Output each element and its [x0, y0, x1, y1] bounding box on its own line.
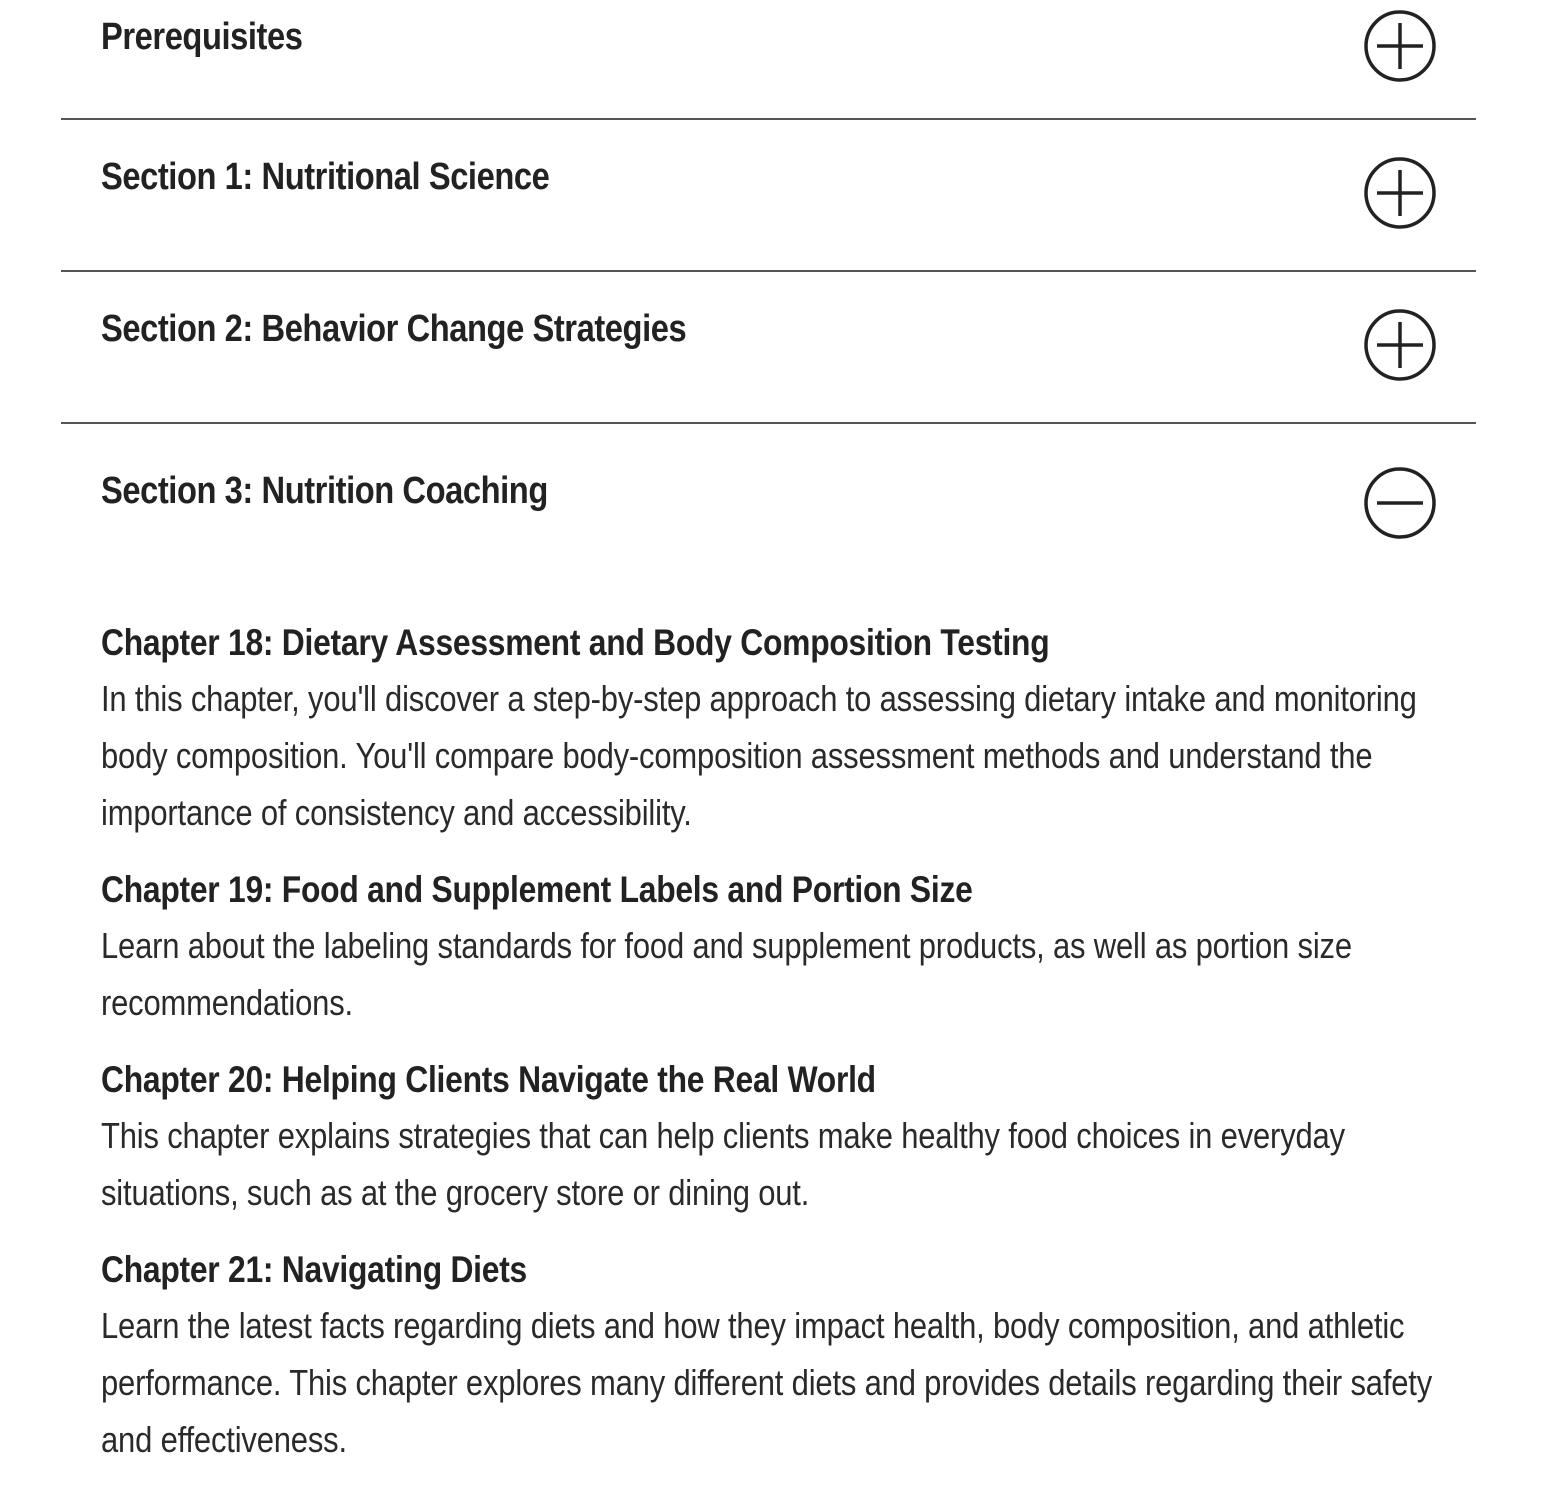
accordion-title: Section 3: Nutrition Coaching — [101, 470, 548, 512]
chapter-title: Chapter 18: Dietary Assessment and Body Composition Testing — [101, 622, 1050, 663]
chapter-item — [101, 1243, 1461, 1468]
chapter-description: Learn about the labeling standards for food and supplement products, as well as portion size recommendations. — [101, 925, 1352, 1023]
accordion-title: Prerequisites — [101, 16, 303, 58]
accordion-header-section-2[interactable] — [61, 272, 1476, 424]
chapter-title: Chapter 20: Helping Clients Navigate the Real World — [101, 1059, 876, 1100]
plus-circle-icon[interactable] — [1363, 9, 1437, 83]
plus-circle-icon[interactable] — [1363, 156, 1437, 230]
chapter-item — [101, 1053, 1461, 1221]
chapter-title: Chapter 19: Food and Supplement Labels and Portion Size — [101, 869, 973, 910]
minus-circle-icon[interactable] — [1363, 466, 1437, 540]
plus-circle-icon[interactable] — [1363, 308, 1437, 382]
accordion-header-prerequisites[interactable] — [61, 0, 1476, 120]
chapter-description: In this chapter, you'll discover a step-by-step approach to assessing dietary intake and monitoring body composition. You'll compare body-composition assessment methods and understand the importance of consistency and accessibility. — [101, 678, 1417, 833]
chapter-item — [101, 863, 1461, 1031]
chapter-description: This chapter explains strategies that can help clients make healthy food choices in everyday situations, such as at the grocery store or dining out. — [101, 1115, 1345, 1213]
chapter-description: Learn the latest facts regarding diets and how they impact health, body composition, and athletic performance. This chapter explores many different diets and provides details regarding their safety and effectiveness. — [101, 1305, 1433, 1460]
section-3-panel — [101, 616, 1461, 1490]
accordion-header-section-1[interactable] — [61, 120, 1476, 272]
chapter-item — [101, 616, 1461, 841]
course-accordion — [61, 0, 1476, 584]
accordion-header-section-3[interactable] — [61, 424, 1476, 584]
chapter-title: Chapter 21: Navigating Diets — [101, 1249, 527, 1290]
accordion-title: Section 2: Behavior Change Strategies — [101, 308, 687, 350]
accordion-title: Section 1: Nutritional Science — [101, 156, 550, 198]
